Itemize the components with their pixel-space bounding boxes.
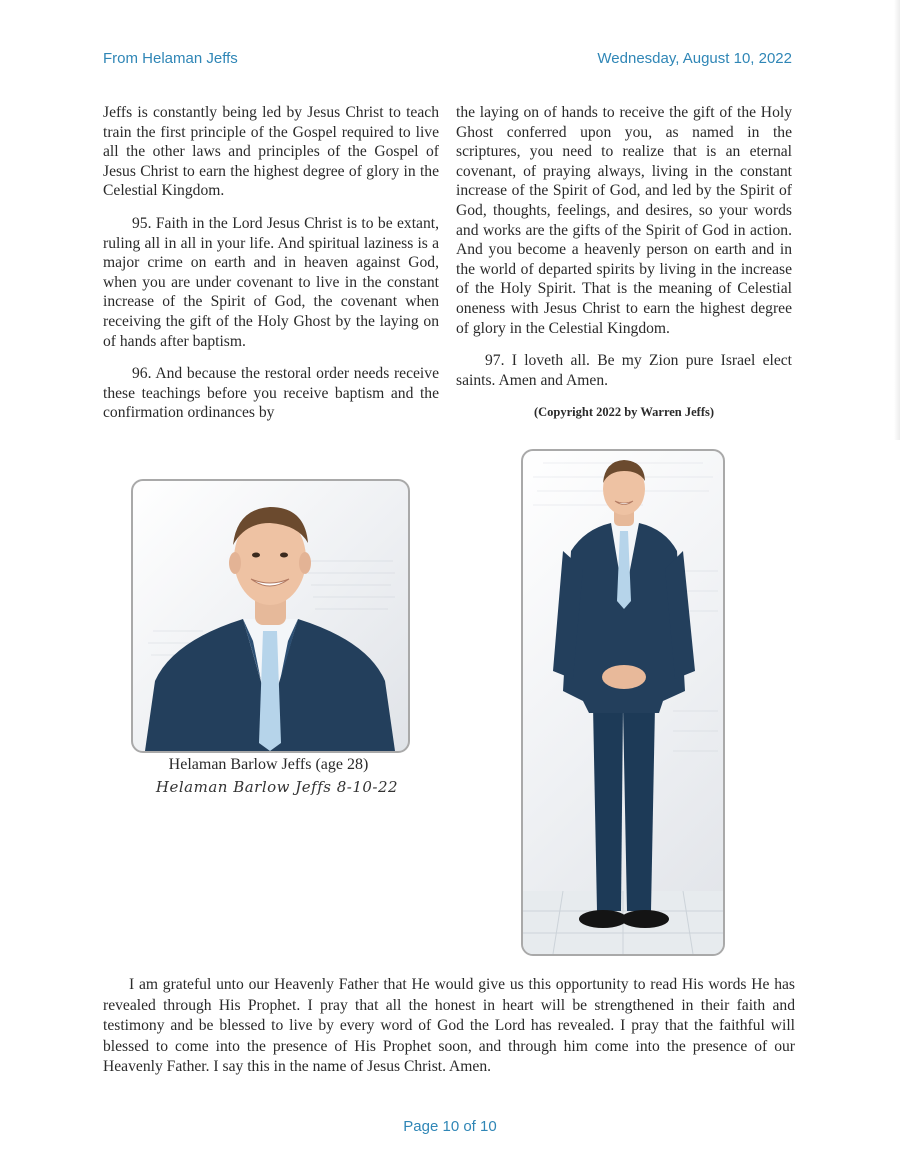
paragraph-97: 97. I loveth all. Be my Zion pure Israel elect saints. Amen and Amen. [456,352,792,389]
closing-statement [103,975,795,1078]
closing-text: I am grateful unto our Heavenly Father that He would give us this opportunity to read His words He has revealed through His Prophet. I pray that all the honest in heart will be strengthened in their faith and testimony and be blessed to live by every word of God the Lord has revealed. I pray that the faithful will blessed to come into the presence of His Prophet soon, and through him come into the presence of our Heavenly Father. I say this in the name of Jesus Christ. Amen. [103,976,795,1075]
header-source: From Helaman Jeffs [103,50,238,67]
paragraph-96-continued: the laying on of hands to receive the gift of the Holy Ghost conferred upon you, as named in the scriptures, you need to realize that is an eternal covenant, of praying always, living in the constant increase of the Spirit of God, and led by the Spirit of God, thoughts, feelings, and desires, so your words and works are the gifts of the Spirit of God in action. And you become a heavenly person on earth and in the world of departed spirits by living in the increase of the Holy Spirit. That is the meaning of Celestial oneness with Jesus Christ to earn the highest degree of glory in the Celestial Kingdom. [456,104,792,337]
page-number: Page 10 of 10 [403,1118,497,1135]
header-date: Wednesday, August 10, 2022 [597,50,792,67]
copyright-notice: (Copyright 2022 by Warren Jeffs) [533,405,715,420]
portrait-photo [131,479,410,753]
text-column-right [456,103,792,423]
full-length-photo [521,449,725,956]
portrait-illustration [133,481,408,751]
full-length-illustration [523,451,723,954]
photo-caption: Helaman Barlow Jeffs (age 28) [168,756,369,773]
text-column-left [103,103,439,436]
page-edge-shadow [894,0,900,440]
paragraph-96: 96. And because the restoral order needs receive these teachings before you receive baptism and the confirmation ordinances by [103,365,439,422]
paragraph-94-continued: Jeffs is constantly being led by Jesus Christ to teach train the first principle of the Gospel required to live all the other laws and principles of the Gospel of Jesus Christ to earn the highest degree of glory in the Celestial Kingdom. [103,104,439,200]
handwritten-signature: Helaman Barlow Jeffs 8-10-22 [155,778,399,796]
paragraph-95: 95. Faith in the Lord Jesus Christ is to be extant, ruling all in all in your life. And spiritual laziness is a major crime on earth and in heaven against God, when you are under covenant to live in the constant increase of the Spirit of God, the covenant when receiving the gift of the Holy Ghost by the laying on of hands after baptism. [103,214,439,350]
